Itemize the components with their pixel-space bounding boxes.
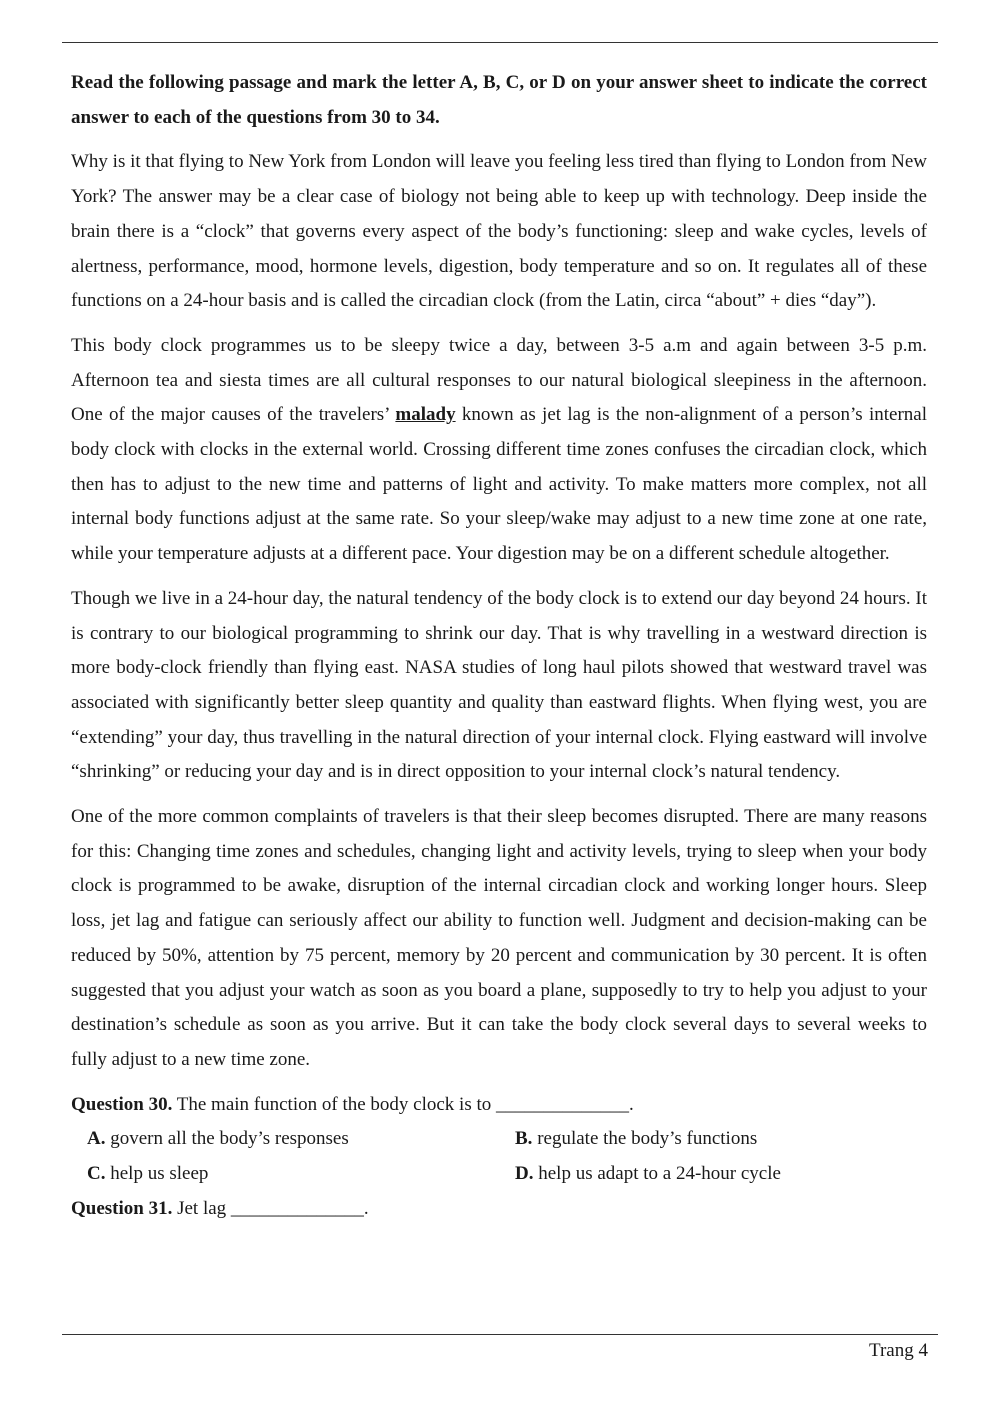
option-b-letter: B.: [515, 1128, 533, 1150]
question-30-label: Question 30.: [71, 1093, 173, 1115]
option-b-text: regulate the body’s functions: [532, 1128, 758, 1150]
passage-paragraph-3: Though we live in a 24-hour day, the natural tendency of the body clock is to extend our day beyond 24 hours. It is contrary to our biological programming to shrink our day. That is why travelling in a westward direction is more body-clock friendly than flying east. NASA studies of long haul pilots showed that westward travel was associated with significantly better sleep quantity and quality than eastward flights. When flying west, you are “extending” your day, thus travelling in the natural direction of your internal clock. Flying eastward will involve “shrinking” or reducing your day and is in direct opposition to your internal clock’s natural tendency.: [71, 587, 927, 783]
option-b: [499, 1122, 927, 1157]
passage-paragraph-1: Why is it that flying to New York from London will leave you feeling less tired than flying to London from New York? The answer may be a clear case of biology not being able to keep up with technology. Deep inside the brain there is a “clock” that governs every aspect of the body’s functioning: sleep and wake cycles, levels of alertness, performance, mood, hormone levels, digestion, body temperature and so on. It regulates all of these functions on a 24-hour basis and is called the circadian clock (from the Latin, circa “about” + dies “day”).: [71, 151, 927, 312]
question-30-options-row-2: [71, 1157, 927, 1192]
option-a: [71, 1122, 499, 1157]
paragraph-2-text-before: This body clock programmes us to be sleepy twice a day, between 3-5 a.m and again between 3-5 p.m. Afternoon tea and siesta times are all cultural responses to our natural biological sleepiness in the afternoon. One of the major causes of the travelers’: [71, 334, 927, 426]
page-number: Trang 4: [869, 1340, 928, 1361]
instruction-text: Read the following passage and mark the letter A, B, C, or D on your answer sheet to indicate the correct answer to each of the questions from 30 to 34.: [71, 72, 927, 128]
option-c-text: help us sleep: [105, 1163, 209, 1185]
option-a-text: govern all the body’s responses: [105, 1128, 349, 1150]
question-31-label: Question 31.: [71, 1197, 173, 1219]
question-31-stem: Jet lag ______________.: [172, 1197, 369, 1219]
header-rule: [62, 42, 938, 43]
underlined-word-malady: malady: [395, 404, 456, 426]
question-30-stem: The main function of the body clock is to ______________.: [172, 1093, 634, 1115]
passage-paragraph-4: One of the more common complaints of travelers is that their sleep becomes disrupted. There are many reasons for this: Changing time zones and schedules, changing light and activity levels, trying to sleep when your body clock is programmed to be awake, disruption of the internal circadian clock and working longer hours. Sleep loss, jet lag and fatigue can seriously affect our ability to function well. Judgment and decision-making can be reduced by 50%, attention by 75 percent, memory by 20 percent and communication by 30 percent. It is often suggested that you adjust your watch as soon as you board a plane, supposedly to try to help you adjust to your destination’s schedule as soon as you arrive. But it can take the body clock several days to several weeks to fully adjust to a new time zone.: [71, 806, 927, 1070]
option-c-letter: C.: [87, 1163, 106, 1185]
question-30-options-row-1: [71, 1122, 927, 1157]
question-31: [71, 1192, 927, 1227]
document-body: [71, 66, 927, 1227]
option-d-letter: D.: [515, 1163, 534, 1185]
option-d-text: help us adapt to a 24-hour cycle: [533, 1163, 781, 1185]
option-d: [499, 1157, 927, 1192]
passage-paragraph-2: [71, 329, 927, 572]
paragraph-2-text-after: known as jet lag is the non-alignment of a person’s internal body clock with clocks in the external world. Crossing different time zones confuses the circadian clock, which then has to adjust to the new time and patterns of light and activity. To make matters more complex, not all internal body functions adjust at the same rate. So your sleep/wake may adjust to a new time zone at one rate, while your temperature adjusts at a different pace. Your digestion may be on a different schedule altogether.: [71, 404, 928, 565]
option-c: [71, 1157, 499, 1192]
option-a-letter: A.: [87, 1128, 106, 1150]
question-30: [71, 1088, 927, 1123]
footer-rule: [62, 1334, 938, 1335]
